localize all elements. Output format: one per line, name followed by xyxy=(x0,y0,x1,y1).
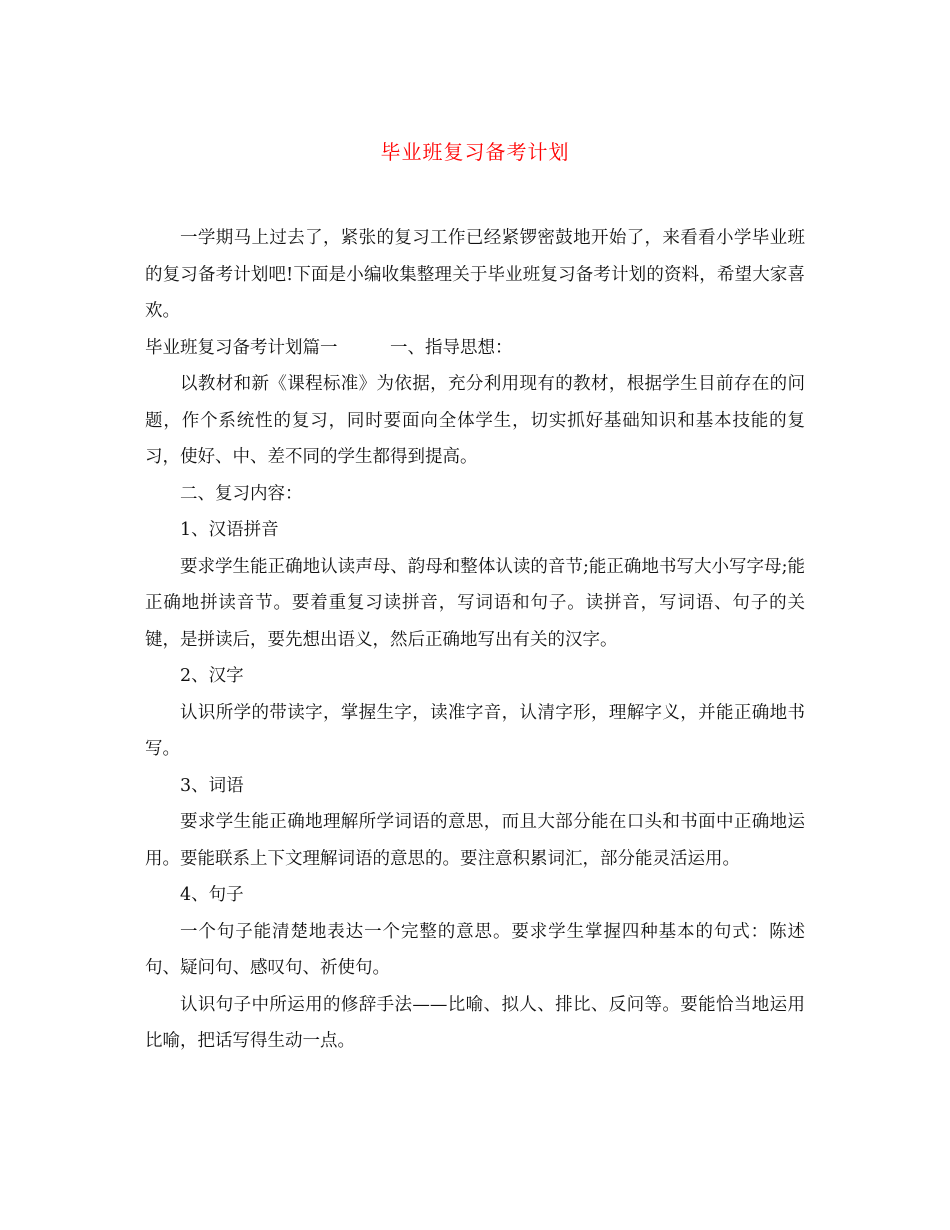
section-heading-review-content: 二、复习内容： xyxy=(180,483,303,504)
document-title: 毕业班复习备考计划 xyxy=(380,140,570,164)
subheading-pinyin: 1、汉语拼音 xyxy=(180,520,279,540)
document-body xyxy=(145,220,805,1060)
pinyin-paragraph: 要求学生能正确地认读声母、韵母和整体认读的音节;能正确地书写大小写字母;能正确地拼读音节。要着重复习读拼音，写词语和句子。读拼音，写词语、句子的关键，是拼读后，要先想出语义，然后正确地写出有关的汉字。 xyxy=(145,556,805,650)
subheading-sentences: 4、句子 xyxy=(180,885,244,905)
guiding-thought-paragraph: 以教材和新《课程标准》为依据，充分利用现有的教材，根据学生目前存在的问题，作个系统性的复习，同时要面向全体学生，切实抓好基础知识和基本技能的复习，使好、中、差不同的学生都得到提高。 xyxy=(145,374,805,467)
section-heading-guiding-thought: 毕业班复习备考计划篇一 一、指导思想： xyxy=(145,337,513,358)
subheading-words: 3、词语 xyxy=(180,775,244,796)
words-paragraph: 要求学生能正确地理解所学词语的意思，而且大部分能在口头和书面中正确地运用。要能联系上下文理解词语的意思的。要注意积累词汇，部分能灵活运用。 xyxy=(145,812,805,869)
characters-paragraph: 认识所学的带读字，掌握生字，读准字音，认清字形，理解字义，并能正确地书写。 xyxy=(145,702,805,759)
subheading-characters: 2、汉字 xyxy=(180,666,244,686)
intro-paragraph: 一学期马上过去了，紧张的复习工作已经紧锣密鼓地开始了，来看看小学毕业班的复习备考计划吧!下面是小编收集整理关于毕业班复习备考计划的资料，希望大家喜欢。 xyxy=(145,228,805,321)
sentences-paragraph: 一个句子能清楚地表达一个完整的意思。要求学生掌握四种基本的句式：陈述句、疑问句、感叹句、祈使句。 xyxy=(145,921,805,978)
rhetoric-paragraph: 认识句子中所运用的修辞手法——比喻、拟人、排比、反问等。要能恰当地运用比喻，把话写得生动一点。 xyxy=(145,994,805,1051)
